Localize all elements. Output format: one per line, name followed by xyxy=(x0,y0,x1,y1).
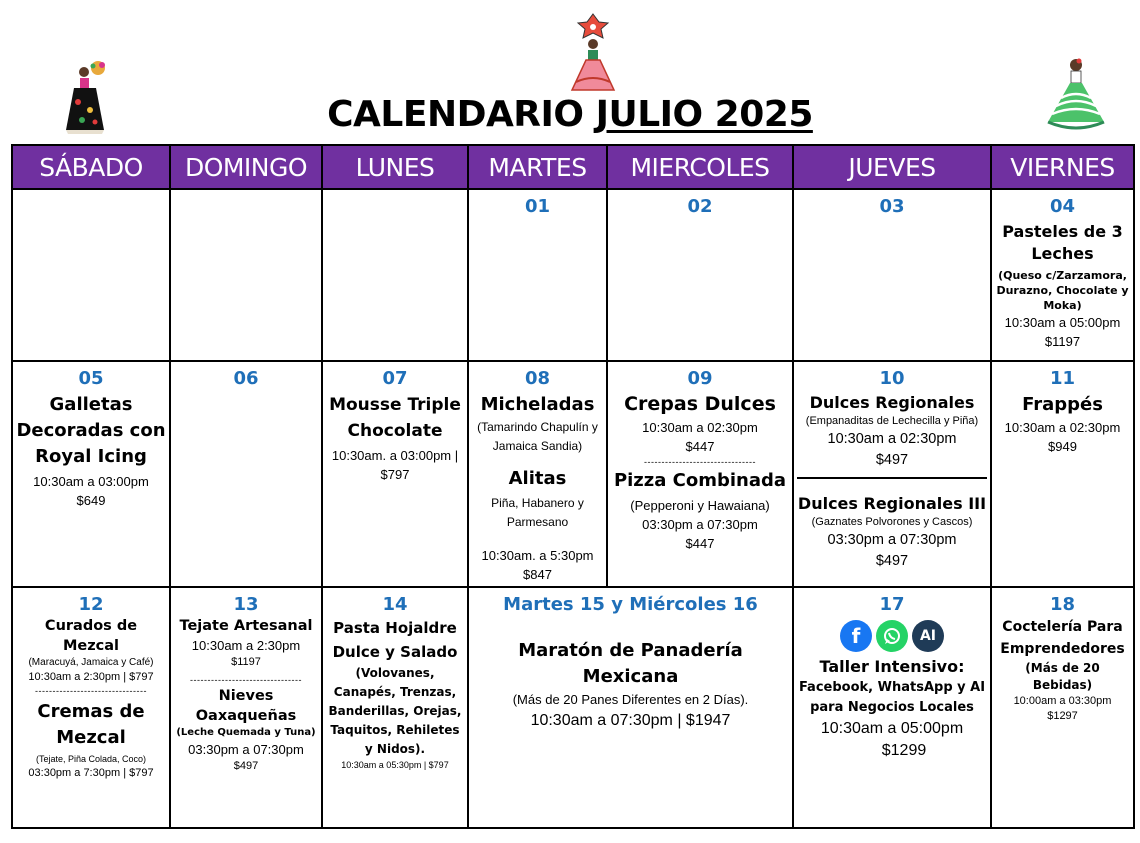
event-price: $1197 xyxy=(1044,334,1081,349)
ai-icon: AI xyxy=(912,620,944,652)
event-details-2: (Pepperoni y Hawaiana) xyxy=(630,498,770,513)
event-time: 10:30am a 02:30pm xyxy=(642,420,758,435)
event-price: $1297 xyxy=(1047,710,1078,722)
day-number: 17 xyxy=(879,594,905,615)
event-title: Tejate Artesanal xyxy=(179,618,313,634)
event-details-2: (Gaznates Polvorones y Cascos) xyxy=(811,516,973,528)
day-cell-empty xyxy=(12,189,170,361)
event-title: Pasta Hojaldre Dulce y Salado xyxy=(332,619,458,661)
social-icons xyxy=(797,620,987,652)
event-price: $497 xyxy=(875,452,909,468)
event-price-2: $497 xyxy=(875,553,909,569)
page-title xyxy=(0,94,1140,135)
event-time-2: 03:30pm a 07:30pm xyxy=(188,742,304,757)
day-cell-15-16 xyxy=(468,587,793,828)
event-title: Coctelería Para Emprendedores xyxy=(1000,619,1125,657)
day-number: 12 xyxy=(78,594,104,615)
event-details-2: (Leche Quemada y Tuna) xyxy=(176,727,316,738)
day-number: 03 xyxy=(879,196,905,217)
event-title: Galletas Decoradas con Royal Icing xyxy=(16,394,166,467)
event-title-2: Dulces Regionales III xyxy=(797,494,987,513)
event-price-2: $447 xyxy=(685,536,715,551)
event-title: Dulces Regionales xyxy=(809,393,975,412)
weekday-header-row xyxy=(12,145,1134,189)
day-number: 13 xyxy=(233,594,259,615)
day-number: 06 xyxy=(233,368,259,389)
separator: -------------------------------- xyxy=(190,675,302,685)
day-number: 04 xyxy=(1049,196,1076,217)
event-price: $797 xyxy=(380,467,410,482)
event-time: 10:00am a 03:30pm xyxy=(1013,695,1112,707)
event-time: 10:30am a 02:30pm xyxy=(1004,420,1121,435)
day-number: 14 xyxy=(382,594,408,615)
event-title: Pasteles de 3 Leches xyxy=(1002,222,1123,263)
separator: -------------------------------- xyxy=(644,457,756,467)
day-cell-14 xyxy=(322,587,468,828)
event-time: 10:30am a 2:30pm xyxy=(191,638,301,653)
whatsapp-icon xyxy=(876,620,908,652)
event-time: 10:30am a 02:30pm xyxy=(827,431,957,447)
day-cell-17 xyxy=(793,587,991,828)
event-details-2: (Tejate, Piña Colada, Coco) xyxy=(35,754,147,764)
event-title: Curados de Mezcal xyxy=(44,618,138,654)
event-time: 10:30am a 05:00pm xyxy=(1004,315,1121,330)
event-details: (Tamarindo Chapulín y Jamaica Sandia) xyxy=(477,420,598,453)
event-details: (Empanaditas de Lechecilla y Piña) xyxy=(805,415,979,427)
week-row-2 xyxy=(12,361,1134,587)
event-time: 10:30am a 2:30pm | $797 xyxy=(28,671,154,683)
day-cell-03 xyxy=(793,189,991,361)
day-cell-04 xyxy=(991,189,1134,361)
day-cell-empty xyxy=(322,189,468,361)
day-cell-08 xyxy=(468,361,607,587)
day-cell-12 xyxy=(12,587,170,828)
day-number: 09 xyxy=(687,368,713,389)
weekday-tuesday: MARTES xyxy=(468,145,607,189)
day-number: 02 xyxy=(687,196,713,217)
calendar-grid xyxy=(11,144,1135,829)
event-title-2: Cremas de Mezcal xyxy=(37,701,145,748)
event-price: $649 xyxy=(76,493,106,508)
event-price: $949 xyxy=(1048,439,1077,454)
event-details: (Más de 20 Bebidas) xyxy=(1025,661,1100,692)
week-row-1 xyxy=(12,189,1134,361)
weekday-monday: LUNES xyxy=(322,145,468,189)
event-title: Taller Intensivo: xyxy=(819,657,965,676)
day-cell-02 xyxy=(607,189,793,361)
event-time-2: 03:30pm a 7:30pm | $797 xyxy=(28,767,154,779)
event-time: 10:30am. a 5:30pm xyxy=(481,548,594,563)
event-price: $1197 xyxy=(231,656,261,668)
event-time: 10:30am. a 03:00pm | xyxy=(331,448,459,463)
week-row-3 xyxy=(12,587,1134,828)
weekday-sunday: DOMINGO xyxy=(170,145,322,189)
event-time: 10:30am a 07:30pm | $1947 xyxy=(530,712,731,729)
event-time: 10:30am a 05:30pm | $797 xyxy=(341,760,449,770)
separator: -------------------------------- xyxy=(35,686,147,696)
divider-line xyxy=(797,477,987,479)
event-title: Mousse Triple Chocolate xyxy=(329,395,461,441)
event-time: 10:30am a 03:00pm xyxy=(33,474,149,489)
event-title-2: Alitas xyxy=(508,468,567,489)
event-title: Micheladas xyxy=(480,394,595,415)
day-cell-06 xyxy=(170,361,322,587)
event-title: Maratón de Panadería Mexicana xyxy=(518,640,743,687)
event-details: (Volovanes, Canapés, Trenzas, Banderillas, Orejas, Taquitos, Rehiletes y Nidos). xyxy=(328,666,462,756)
title-month: JULIO 2025 xyxy=(595,94,813,135)
day-cell-05 xyxy=(12,361,170,587)
event-price: $447 xyxy=(685,439,715,454)
event-details: (Más de 20 Panes Diferentes en 2 Días). xyxy=(512,692,749,707)
event-price: $847 xyxy=(523,567,552,582)
event-price-2: $497 xyxy=(233,760,259,772)
day-cell-07 xyxy=(322,361,468,587)
dancer-red-skirt-illustration xyxy=(568,12,618,94)
day-cell-13 xyxy=(170,587,322,828)
day-number: Martes 15 y Miércoles 16 xyxy=(503,594,758,615)
day-number: 05 xyxy=(78,368,104,389)
day-cell-01 xyxy=(468,189,607,361)
day-number: 10 xyxy=(879,368,905,389)
event-details: Facebook, WhatsApp y AI para Negocios Locales xyxy=(798,680,986,715)
day-cell-18 xyxy=(991,587,1134,828)
day-number: 07 xyxy=(382,368,408,389)
event-title: Frappés xyxy=(1022,394,1103,415)
day-cell-10 xyxy=(793,361,991,587)
day-number: 08 xyxy=(524,368,551,389)
event-title-2: Nieves Oaxaqueñas xyxy=(195,688,297,724)
event-details: (Queso c/Zarzamora, Durazno, Chocolate y Moka) xyxy=(996,269,1129,312)
event-details: (Maracuyá, Jamaica y Café) xyxy=(28,657,154,668)
weekday-thursday: JUEVES xyxy=(793,145,991,189)
event-time-2: 03:30pm a 07:30pm xyxy=(827,532,957,548)
day-cell-11 xyxy=(991,361,1134,587)
day-number: 11 xyxy=(1049,368,1076,389)
facebook-icon: f xyxy=(840,620,872,652)
event-time: 10:30am a 05:00pm xyxy=(820,720,964,737)
day-number: 01 xyxy=(524,196,551,217)
weekday-saturday: SÁBADO xyxy=(12,145,170,189)
event-details-2: Piña, Habanero y Parmesano xyxy=(491,496,584,529)
day-cell-empty xyxy=(170,189,322,361)
day-cell-09 xyxy=(607,361,793,587)
title-prefix: CALENDARIO xyxy=(327,94,584,135)
event-time-2: 03:30pm a 07:30pm xyxy=(642,517,758,532)
weekday-wednesday: MIERCOLES xyxy=(607,145,793,189)
event-title: Crepas Dulces xyxy=(624,393,776,415)
event-price: $1299 xyxy=(881,742,927,759)
day-number: 18 xyxy=(1049,594,1076,615)
weekday-friday: VIERNES xyxy=(991,145,1134,189)
event-title-2: Pizza Combinada xyxy=(613,470,787,491)
